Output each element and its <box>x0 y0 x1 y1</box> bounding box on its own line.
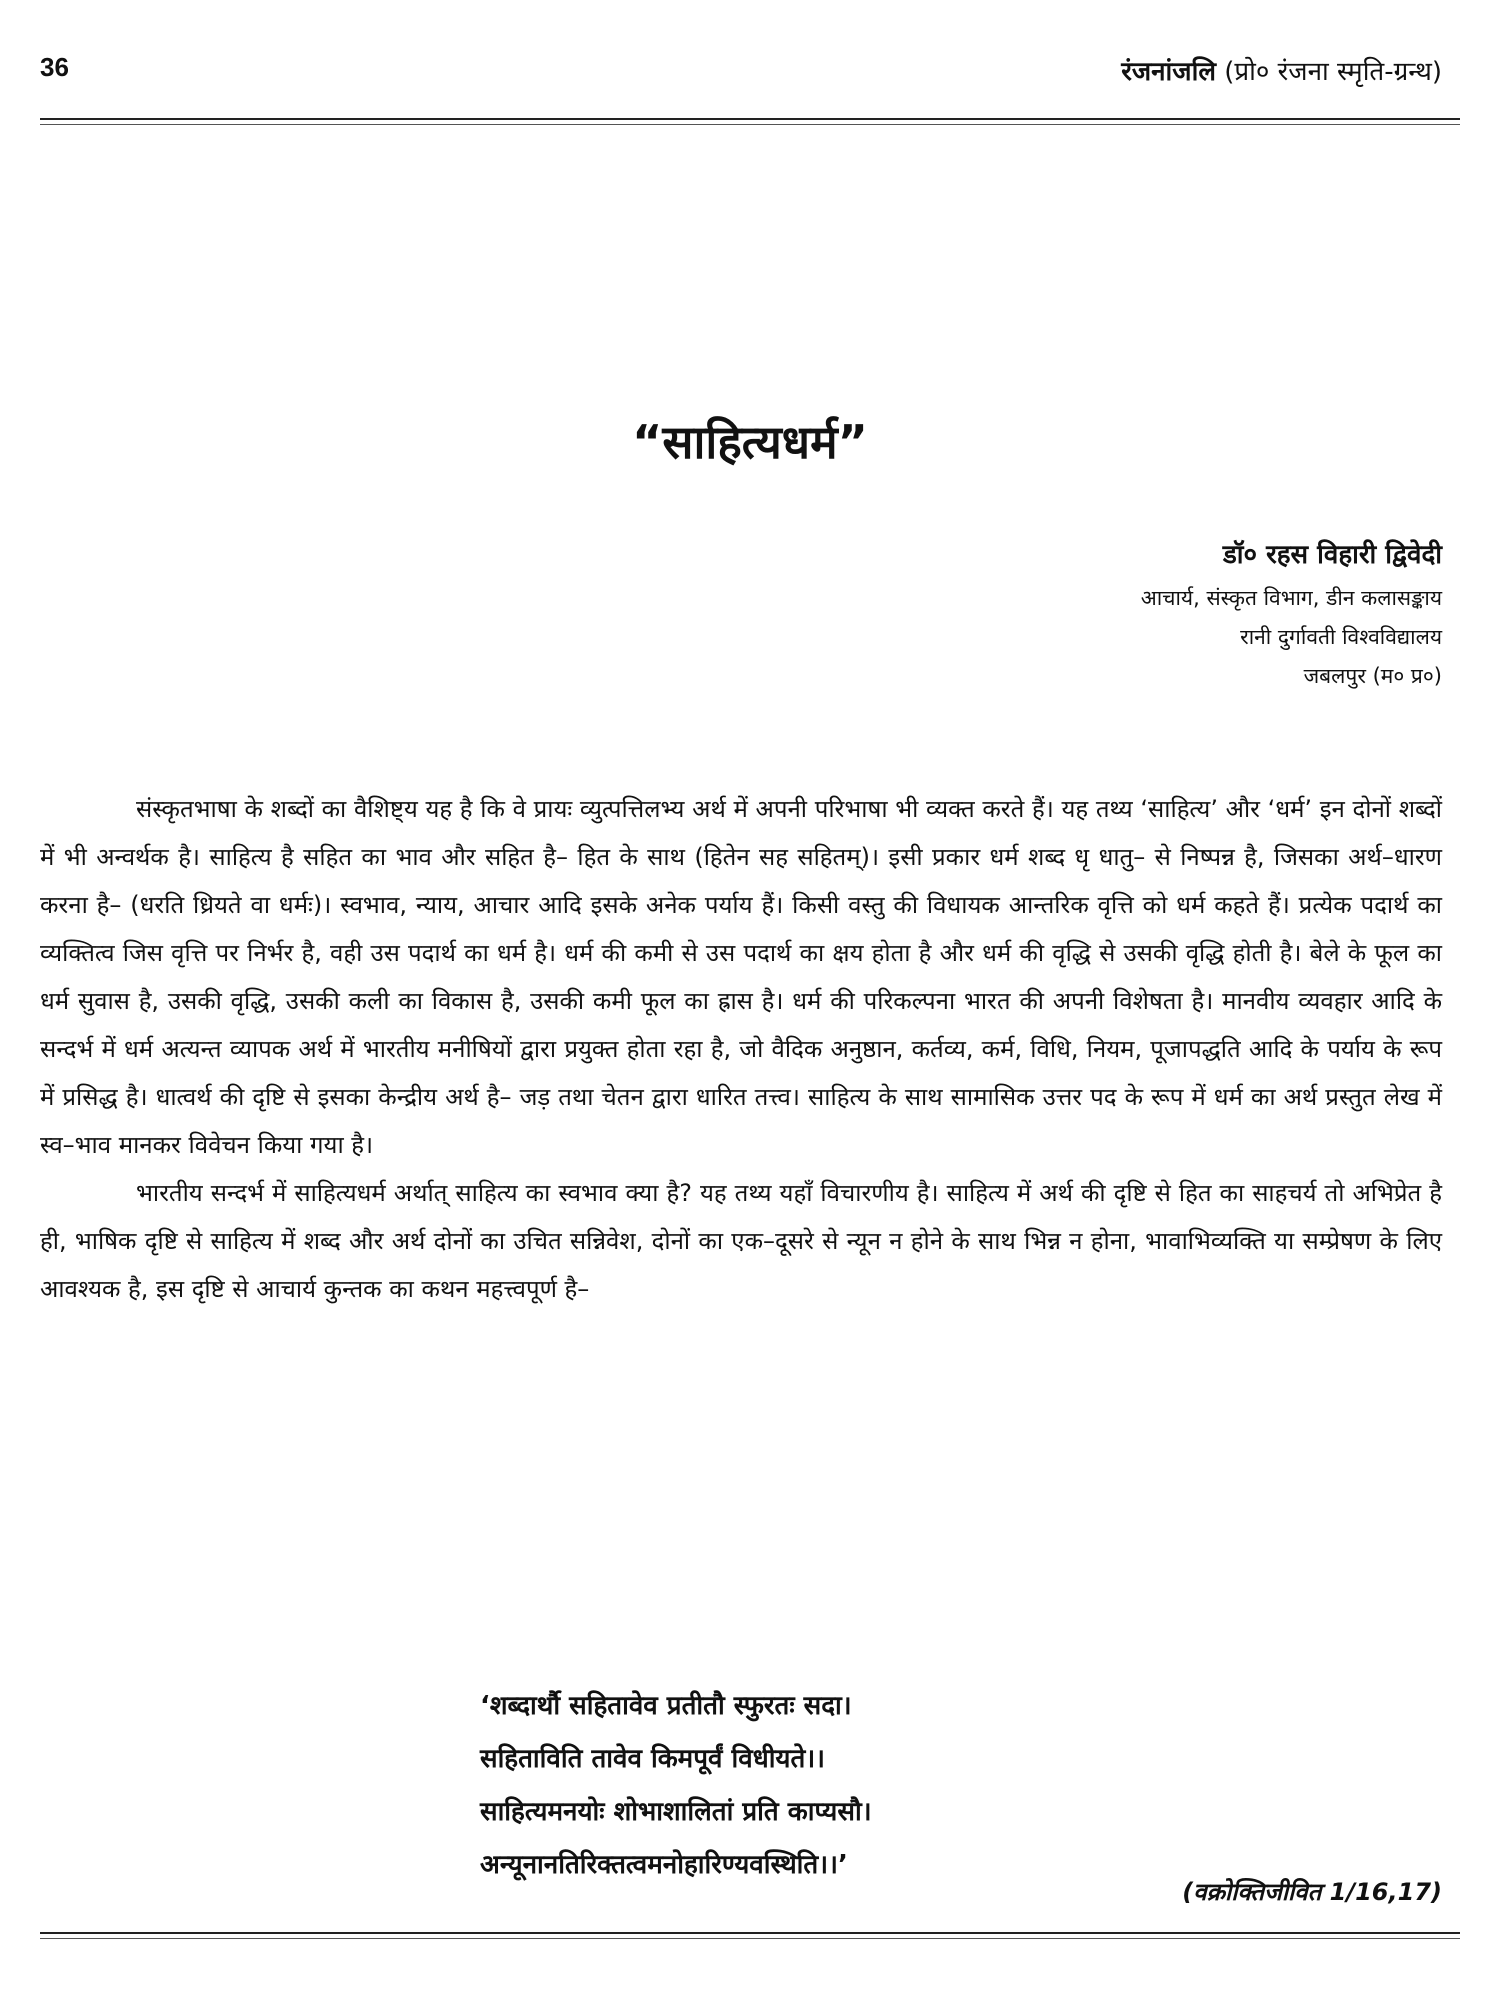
header-rule <box>40 118 1460 120</box>
book-subtitle: (प्रो० रंजना स्मृति-ग्रन्थ) <box>1224 57 1442 87</box>
verse-quote <box>480 1680 872 1892</box>
article-body <box>40 785 1442 1313</box>
page-number: 36 <box>40 52 69 82</box>
verse-line: ‘शब्दार्थौ सहितावेव प्रतीतौ स्फुरतः सदा। <box>480 1691 852 1721</box>
paragraph: भारतीय सन्दर्भ में साहित्यधर्म अर्थात् साहित्य का स्वभाव क्या है? यह तथ्य यहाँ विचारणीय है। साहित्य में अर्थ की दृष्टि से हित का साहचर्य तो अभिप्रेत है ही, भाषिक दृष्टि से साहित्य में शब्द और अर्थ दोनों का उचित सन्निवेश, दोनों का एक–दूसरे से न्यून न होने के साथ भिन्न न होना, भावाभिव्यक्ति या सम्प्रेषण के लिए आवश्यक है, इस दृष्टि से आचार्य कुन्तक का कथन महत्त्वपूर्ण है– <box>40 1179 1442 1303</box>
verse-line: सहिताविति तावेव किमपूर्वं विधीयते।। <box>480 1744 826 1774</box>
author-block <box>1141 535 1442 696</box>
book-title: रंजनांजलि <box>1121 57 1216 87</box>
verse-line: अन्यूनानतिरिक्तत्वमनोहारिण्यवस्थिति।।’ <box>480 1850 848 1880</box>
verse-citation: (वक्रोक्तिजीवित 1/16,17) <box>1182 1878 1442 1906</box>
author-name: डॉ० रहस विहारी द्विवेदी <box>1222 540 1442 570</box>
affiliation-line: जबलपुर (म० प्र०) <box>1303 664 1442 688</box>
affiliation-line: आचार्य, संस्कृत विभाग, डीन कलासङ्काय <box>1140 586 1442 610</box>
footer-rule-thin <box>40 1938 1460 1939</box>
verse-line: साहित्यमनयोः शोभाशालितां प्रति काप्यसौ। <box>480 1797 872 1827</box>
running-header <box>1121 52 1442 88</box>
header-rule-thin <box>40 124 1460 125</box>
paragraph: संस्कृतभाषा के शब्दों का वैशिष्ट्य यह है कि वे प्रायः व्युत्पत्तिलभ्य अर्थ में अपनी परिभाषा भी व्यक्त करते हैं। यह तथ्य ‘साहित्य’ और ‘धर्म’ इन दोनों शब्दों में भी अन्वर्थक है। साहित्य है सहित का भाव और सहित है– हित के साथ (हितेन सह सहितम्)। इसी प्रकार धर्म शब्द धृ धातु– से निष्पन्न है, जिसका अर्थ–धारण करना है– (धरति ध्रियते वा धर्मः)। स्वभाव, न्याय, आचार आदि इसके अनेक पर्याय हैं। किसी वस्तु की विधायक आन्तरिक वृत्ति को धर्म कहते हैं। प्रत्येक पदार्थ का व्यक्तित्व जिस वृत्ति पर निर्भर है, वही उस पदार्थ का धर्म है। धर्म की कमी से उस पदार्थ का क्षय होता है और धर्म की वृद्धि से उसकी वृद्धि होती है। बेले के फूल का धर्म सुवास है, उसकी वृद्धि, उसकी कली का विकास है, उसकी कमी फूल का ह्रास है। धर्म की परिकल्पना भारत की अपनी विशेषता है। मानवीय व्यवहार आदि के सन्दर्भ में धर्म अत्यन्त व्यापक अर्थ में भारतीय मनीषियों द्वारा प्रयुक्त होता रहा है, जो वैदिक अनुष्ठान, कर्तव्य, कर्म, विधि, नियम, पूजापद्धति आदि के पर्याय के रूप में प्रसिद्ध है। धात्वर्थ की दृष्टि से इसका केन्द्रीय अर्थ है– जड़ तथा चेतन द्वारा धारित तत्त्व। साहित्य के साथ सामासिक उत्तर पद के रूप में धर्म का अर्थ प्रस्तुत लेख में स्व–भाव मानकर विवेचन किया गया है। <box>40 795 1442 1159</box>
footer-rule <box>40 1932 1460 1934</box>
affiliation-line: रानी दुर्गावती विश्वविद्यालय <box>1240 625 1442 649</box>
article-title: “साहित्यधर्म” <box>632 415 868 469</box>
